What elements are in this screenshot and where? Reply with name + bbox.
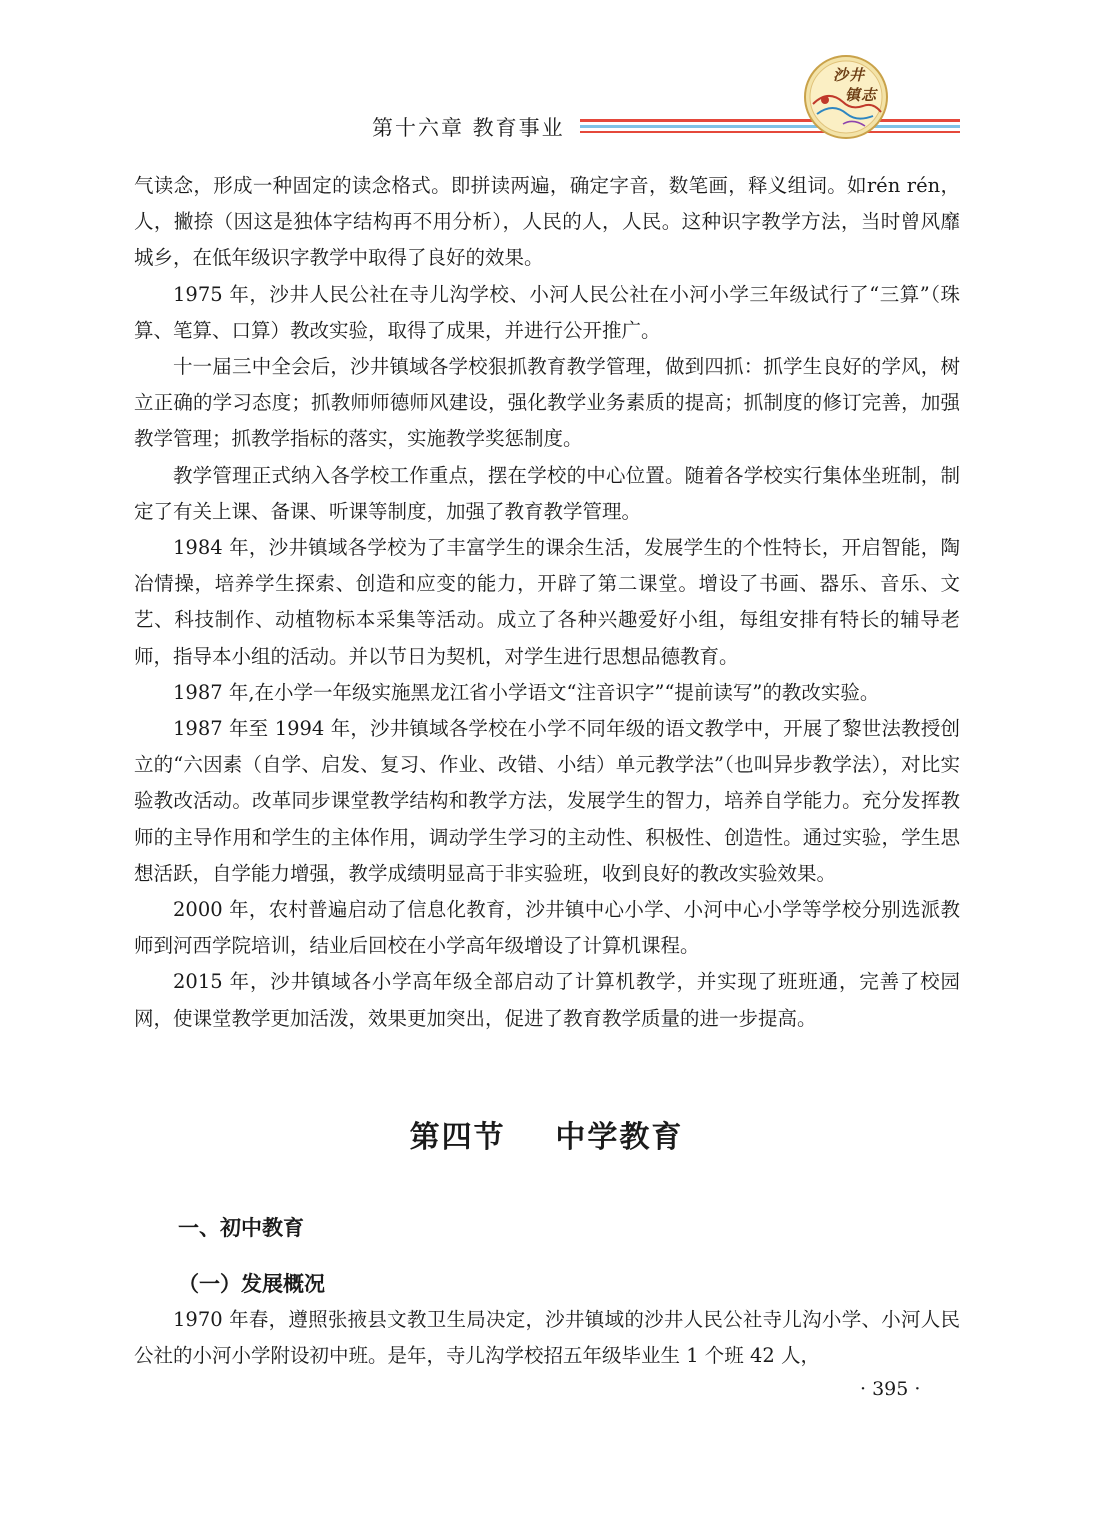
paragraph: 1970 年春，遵照张掖县文教卫生局决定，沙井镇域的沙井人民公社寺儿沟小学、小河人民公社的小河小学附设初中班。是年，寺儿沟学校招五年级毕业生 1 个班 42 人， <box>134 1308 960 1368</box>
main-body-text <box>134 168 960 1037</box>
header-rule <box>580 119 960 136</box>
paragraph: 气读念，形成一种固定的读念格式。即拼读两遍，确定字音，数笔画，释义组词。如rén rén，人，撇捺（因这是独体字结构再不用分析），人民的人，人民。这种识字教学方法，当时曾风靡城乡，在低年级识字教学中取得了良好的效果。 <box>134 174 960 270</box>
paragraph: 教学管理正式纳入各学校工作重点，摆在学校的中心位置。随着各学校实行集体坐班制，制定了有关上课、备课、听课等制度，加强了教育教学管理。 <box>134 463 960 523</box>
header-rule-red-top <box>580 119 960 122</box>
paragraph: 1984 年，沙井镇域各学校为了丰富学生的课余生活，发展学生的个性特长，开启智能，陶冶情操，培养学生探索、创造和应变的能力，开辟了第二课堂。增设了书画、器乐、音乐、文艺、科技制作、动植物标本采集等活动。成立了各种兴趣爱好小组，每组安排有特长的辅导老师，指导本小组的活动。并以节日为契机，对学生进行思想品德教育。 <box>134 536 960 668</box>
paragraph: 十一届三中全会后，沙井镇域各学校狠抓教育教学管理，做到四抓：抓学生良好的学风，树立正确的学习态度；抓教师师德师风建设，强化教学业务素质的提高；抓制度的修订完善，加强教学管理；抓教学指标的落实，实施教学奖惩制度。 <box>134 355 960 451</box>
seal-text-line2: 镇志 <box>845 86 878 104</box>
paragraph: 1975 年，沙井人民公社在寺儿沟学校、小河人民公社在小河小学三年级试行了“三算”（珠算、笔算、口算）教改实验，取得了成果，并进行公开推广。 <box>134 282 960 342</box>
section-title: 第四节 中学教育 <box>409 1120 684 1155</box>
chapter-title: 第十六章 教育事业 <box>372 116 565 140</box>
header-rule-blue <box>580 125 960 128</box>
paragraph: 2000 年，农村普遍启动了信息化教育，沙井镇中心小学、小河中心小学等学校分别选派教师到河西学院培训，结业后回校在小学高年级增设了计算机课程。 <box>134 898 960 958</box>
header-rule-red-bottom <box>580 131 960 133</box>
paragraph: 1987 年,在小学一年级实施黑龙江省小学语文“注音识字”“提前读写”的教改实验。 <box>173 680 880 704</box>
paragraph: 2015 年，沙井镇域各小学高年级全部启动了计算机教学，并实现了班班通，完善了校园网，使课堂教学更加活泼，效果更加突出，促进了教育教学质量的进一步提高。 <box>134 970 960 1030</box>
subheading-junior-high: 一、初中教育 <box>178 1216 304 1240</box>
paragraph: 1987 年至 1994 年，沙井镇域各学校在小学不同年级的语文教学中，开展了黎世法教授创立的“六因素（自学、启发、复习、作业、改错、小结）单元教学法”（也叫异步教学法），对比实验教改活动。改革同步课堂教学结构和教学方法，发展学生的智力，培养自学能力。充分发挥教师的主导作用和学生的主体作用，调动学生学习的主动性、积极性、创造性。通过实验，学生思想活跃，自学能力增强，教学成绩明显高于非实验班，收到良好的教改实验效果。 <box>134 717 960 885</box>
page-number: · 395 · <box>860 1378 921 1400</box>
section-body-text <box>134 1302 960 1374</box>
subheading-development-overview: （一）发展概况 <box>178 1272 325 1296</box>
town-gazetteer-seal-icon <box>803 54 889 140</box>
seal-text-line1: 沙井 <box>833 66 866 84</box>
